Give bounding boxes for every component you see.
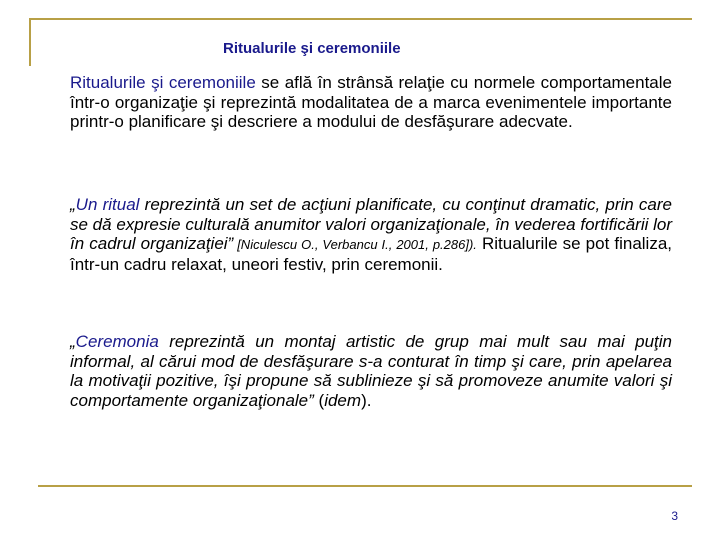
citation-open: ( <box>313 390 325 410</box>
paragraph-ritual-definition <box>70 195 672 274</box>
citation-close: ). <box>361 390 372 410</box>
page-number: 3 <box>671 509 678 523</box>
open-quote: „ <box>70 195 76 214</box>
open-quote: „ <box>70 332 76 351</box>
citation-idem: idem <box>324 390 362 410</box>
frame-bottom-line <box>38 485 692 487</box>
citation: [Niculescu O., Verbancu I., 2001, p.286]). <box>233 237 477 252</box>
frame-left-line <box>29 18 31 66</box>
paragraph-text: Ritualurile se pot finaliza, într-un cadru relaxat, uneori festiv, prin ceremonii. <box>70 234 672 274</box>
paragraph-text: se află în strânsă relaţie cu normele comportamentale într-o organizaţie şi reprezintă modalitatea de a marca evenimentele importante printr-o planificare şi descriere a modului de desfăşurare adecvate. <box>70 73 672 131</box>
definition-text: reprezintă un montaj artistic de grup mai mult sau mai puţin informal, al cărui mod de desfăşurare s-a conturat în timp şi care, prin apelarea la motivaţii pozitive, îşi propune să sublinieze şi să promoveze anumite valori şi comportamente organizaţionale” <box>70 332 672 410</box>
term-rituals-ceremonies: Ritualurile şi ceremoniile <box>70 73 256 92</box>
slide-title: Ritualurile şi ceremoniile <box>223 40 401 57</box>
paragraph-rituals-ceremonies <box>70 73 672 132</box>
term-ritual: Un ritual <box>75 195 140 214</box>
definition-text: reprezintă un set de acţiuni planificate, cu conţinut dramatic, prin care se dă expresie culturală anumitor valori organizaţionale, în vederea fortificării lor în cadrul organizaţiei” <box>70 195 672 253</box>
paragraph-ceremony-definition <box>70 332 672 410</box>
frame-top-line <box>29 18 692 20</box>
term-ceremony: Ceremonia <box>75 332 159 351</box>
